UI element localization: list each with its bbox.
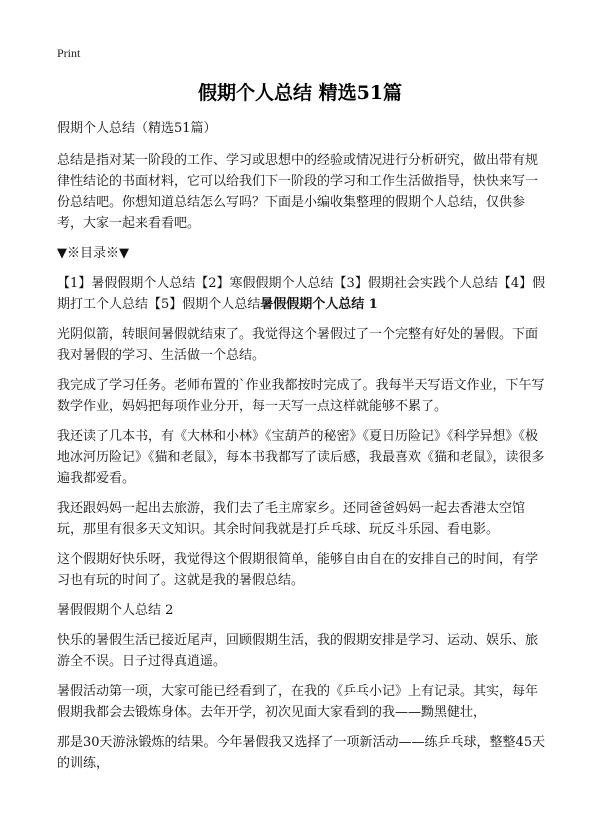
toc-heading: ▼※目录※▼ (57, 246, 129, 261)
toc-line (57, 273, 547, 315)
section2-heading: 暑假假期个人总结 2 (57, 603, 174, 618)
document-body (57, 118, 547, 783)
paragraph: 我完成了学习任务。老师布置的`作业我都按时完成了。我每半天写语文作业，下午写数学作业，妈妈把每项作业分开，每一天写一点这样就能够不累了。 (57, 378, 545, 414)
document-subtitle: 假期个人总结（精选51篇） (57, 121, 217, 136)
paragraph: 我还跟妈妈一起出去旅游，我们去了毛主席家乡。还同爸爸妈妈一起去香港太空馆玩，那里有很多天文知识。其余时间我就是打乒乓球、玩反斗乐园、看电影。 (57, 501, 526, 537)
section1-heading: 暑假假期个人总结 1 (260, 297, 378, 312)
paragraph: 快乐的暑假生活已接近尾声，回顾假期生活，我的假期安排是学习、运动、娱乐、旅游全不误。日子过得真逍遥。 (57, 633, 539, 669)
print-label[interactable]: Print (57, 46, 81, 60)
paragraph: 光阴似箭，转眼间暑假就结束了。我觉得这个暑假过了一个完整有好处的暑假。下面我对暑假的学习、生活做一个总结。 (57, 327, 539, 363)
paragraph: 这个假期好快乐呀，我觉得这个假期很简单，能够自由自在的安排自己的时间，有学习也有玩的时间了。这就是我的暑假总结。 (57, 552, 539, 588)
page-title: 假期个人总结 精选51篇 (197, 82, 403, 104)
paragraph: 暑假活动第一项，大家可能已经看到了，在我的《乒乓小记》上有记录。其实，每年假期我都会去锻炼身体。去年开学，初次见面大家看到的我——黝黑健壮， (57, 684, 539, 720)
toc-links[interactable]: 【1】暑假假期个人总结【2】寒假假期个人总结【3】假期社会实践个人总结【4】假期打工个人总结【5】假期个人总结 (57, 276, 546, 312)
paragraph: 我还读了几本书，有《大林和小林》《宝葫芦的秘密》《夏日历险记》《科学异想》《极地冰河历险记》《猫和老鼠》，每本书我都写了读后感，我最喜欢《猫和老鼠》，读很多遍我都爱看。 (57, 429, 545, 486)
paragraph: 那是30天游泳锻炼的结果。今年暑假我又选择了一项新活动——练乒乓球，整整45天的训练， (57, 735, 546, 771)
intro-paragraph: 总结是指对某一阶段的工作、学习或思想中的经验或情况进行分析研究，做出带有规律性结论的书面材料，它可以给我们下一阶段的学习和工作生活做指导，快快来写一份总结吧。你想知道总结怎么写吗？下面是小编收集整理的假期个人总结，仅供参考，大家一起来看看吧。 (57, 153, 539, 231)
